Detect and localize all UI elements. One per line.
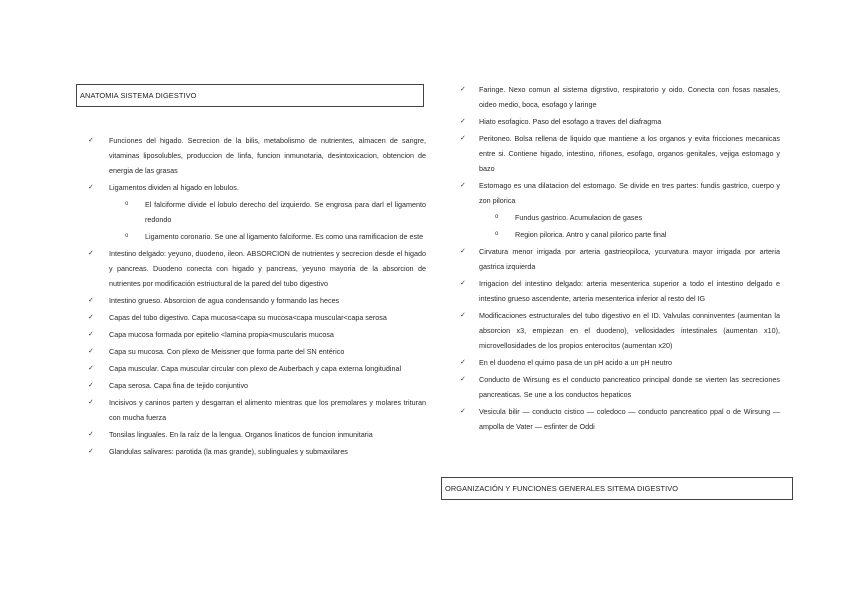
checkmark-icon: ✓: [88, 365, 94, 372]
list-item-text: Intestino delgado: yeyuno, duodeno, ileon. ABSORCION de nutrientes y secrecion desde el higado y pancreas. Duodeno conecta con higado y pancreas, yeyuno mayoria de la absorcion de nutrientes por modificación estriuctural de la pared del tubo digestivo: [109, 249, 426, 288]
left-column: [76, 84, 426, 461]
checkmark-icon: ✓: [460, 408, 466, 415]
list-item-text: En el duodeno el quimo pasa de un pH acido a un pH neutro: [479, 358, 673, 367]
checkmark-icon: ✓: [88, 431, 94, 438]
list-item: [76, 395, 426, 425]
list-item-text: Irrigacion del intestino delgado: arteria mesenterica superior a todo el intestino delgado e intestino grueso ascendente, arteria mesenterica inferior al resto del IG: [479, 279, 780, 303]
list-item: [458, 82, 780, 112]
checkmark-icon: ✓: [460, 182, 466, 189]
list-item-text: Hiato esofagico. Paso del esofago a traves del diafragma: [479, 117, 662, 126]
checkmark-icon: ✓: [460, 312, 466, 319]
list-item-text: Vesicula bilir — conducto cistico — coledoco — conducto pancreatico ppal o de Wirsung — ampolla de Vater — esfinter de Oddi: [479, 407, 780, 431]
checkmark-icon: ✓: [460, 359, 466, 366]
sub-list-item: [109, 229, 426, 244]
list-item: [76, 246, 426, 291]
list-item: [458, 308, 780, 353]
checkmark-icon: ✓: [88, 297, 94, 304]
checkmark-icon: ✓: [88, 382, 94, 389]
checkmark-icon: ✓: [88, 399, 94, 406]
sub-list-item-text: El falciforme divide el lobulo derecho del izquierdo. Se engrosa para darl el ligamento redondo: [145, 200, 426, 224]
sub-list-item: [479, 210, 780, 225]
list-item-text: Incisivos y caninos parten y desgarran el alimento mientras que los premolares y molares trituran con mucha fuerza: [109, 398, 426, 422]
list-item-text: Faringe. Nexo comun al sistema digrstivo, respiratorio y oido. Conecta con fosas nasales, oideo medio, boca, esofago y laringe: [479, 85, 780, 109]
list-item: [76, 327, 426, 342]
sub-list-item-text: Ligamento coronario. Se une al ligamento falciforme. Es como una ramificacion de este: [145, 232, 424, 241]
checkmark-icon: ✓: [88, 331, 94, 338]
list-item: [76, 444, 426, 459]
list-item-text: Tonsilas linguales. En la raíz de la lengua. Organos linaticos de funcion inmunitaria: [109, 430, 373, 439]
list-item-text: Capa su mucosa. Con plexo de Meissner que forma parte del SN entérico: [109, 347, 345, 356]
list-item-text: Glandulas salivares: parotida (la mas grande), sublinguales y submaxilares: [109, 447, 348, 456]
list-item: [458, 355, 780, 370]
list-item: [458, 372, 780, 402]
right-bullet-list: [458, 82, 780, 434]
sub-list-item-text: Fundus gastrico. Acumulacion de gases: [515, 213, 643, 222]
checkmark-icon: ✓: [460, 86, 466, 93]
checkmark-icon: ✓: [460, 118, 466, 125]
checkmark-icon: ✓: [460, 248, 466, 255]
section-title-organizacion: ORGANIZACIÓN Y FUNCIONES GENERALES SITEMA DIGESTIVO: [441, 477, 793, 500]
checkmark-icon: ✓: [88, 314, 94, 321]
checkmark-icon: ✓: [88, 448, 94, 455]
list-item: [76, 293, 426, 308]
list-item-text: Capa mucosa formada por epitelio <lamina propia<muscularis mucosa: [109, 330, 334, 339]
checkmark-icon: ✓: [88, 348, 94, 355]
sub-list: [109, 197, 426, 244]
circle-bullet-icon: o: [125, 201, 129, 207]
circle-bullet-icon: o: [495, 214, 499, 220]
list-item-text: Estomago es una dilatacion del estomago. Se divide en tres partes: fundis gastrico, cuerpo y zon pilorica: [479, 181, 780, 205]
sub-list-item: [109, 197, 426, 227]
list-item: [76, 344, 426, 359]
list-item-text: Cirvatura menor irrigada por arteria gastrieopiloca, ycurvatura mayor irrigada por arteria gastrica izquierda: [479, 247, 780, 271]
checkmark-icon: ✓: [88, 184, 94, 191]
list-item: [458, 276, 780, 306]
list-item-text: Capa serosa. Capa fina de tejido conjuntivo: [109, 381, 249, 390]
list-item: [76, 378, 426, 393]
list-item-text: Intestino grueso. Absorcion de agua condensando y formando las heces: [109, 296, 340, 305]
section-title-anatomia: ANATOMIA SISTEMA DIGESTIVO: [76, 84, 424, 107]
list-item: [76, 310, 426, 325]
sub-list-item: [479, 227, 780, 242]
list-item: [458, 178, 780, 242]
list-item-text: Capa muscular. Capa muscular circular con plexo de Auberbach y capa externa longitudinal: [109, 364, 402, 373]
list-item: [458, 131, 780, 176]
checkmark-icon: ✓: [88, 250, 94, 257]
left-bullet-list: [76, 133, 426, 459]
circle-bullet-icon: o: [495, 231, 499, 237]
sub-list: [479, 210, 780, 242]
list-item: [458, 244, 780, 274]
checkmark-icon: ✓: [460, 135, 466, 142]
list-item: [76, 133, 426, 178]
list-item-text: Conducto de Wirsung es el conducto pancreatico principal donde se vierten las secreciones pancreaticas. Se une a los conductos hepaticos: [479, 375, 780, 399]
checkmark-icon: ✓: [460, 280, 466, 287]
list-item: [76, 180, 426, 244]
list-item: [76, 361, 426, 376]
list-item-text: Funciones del higado. Secrecion de la bilis, metabolismo de nutrientes, almacen de sangre, vitaminas liposolubles, produccion de linfa, funcion inmunotaria, desintoxicacion, obtencion de energia de las grasas: [109, 136, 426, 175]
list-item-text: Capas del tubo digestivo. Capa mucosa<capa su mucosa<capa muscular<capa serosa: [109, 313, 387, 322]
list-item-text: Ligamentos dividen al higado en lobulos.: [109, 183, 239, 192]
checkmark-icon: ✓: [460, 376, 466, 383]
right-column: [458, 82, 780, 436]
list-item-text: Peritoneo. Bolsa rellena de liquido que mantiene a los organos y evita fricciones mecanicas entre si. Contiene higado, intestino, riñones, esofago, organos genitales, vejiga estomago y bazo: [479, 134, 780, 173]
list-item: [458, 404, 780, 434]
list-item: [76, 427, 426, 442]
list-item: [458, 114, 780, 129]
list-item-text: Modificaciones estructurales del tubo digestivo en el ID. Valvulas conninventes (aumentan la absorcion x3, empiezan en el duodeno), vellosidades intestinales (aumentan x10), microvellosidades de los propios enterocitos (aumentan x20): [479, 311, 780, 350]
circle-bullet-icon: o: [125, 233, 129, 239]
checkmark-icon: ✓: [88, 137, 94, 144]
sub-list-item-text: Region pilorica. Antro y canal pilorico parte final: [515, 230, 667, 239]
